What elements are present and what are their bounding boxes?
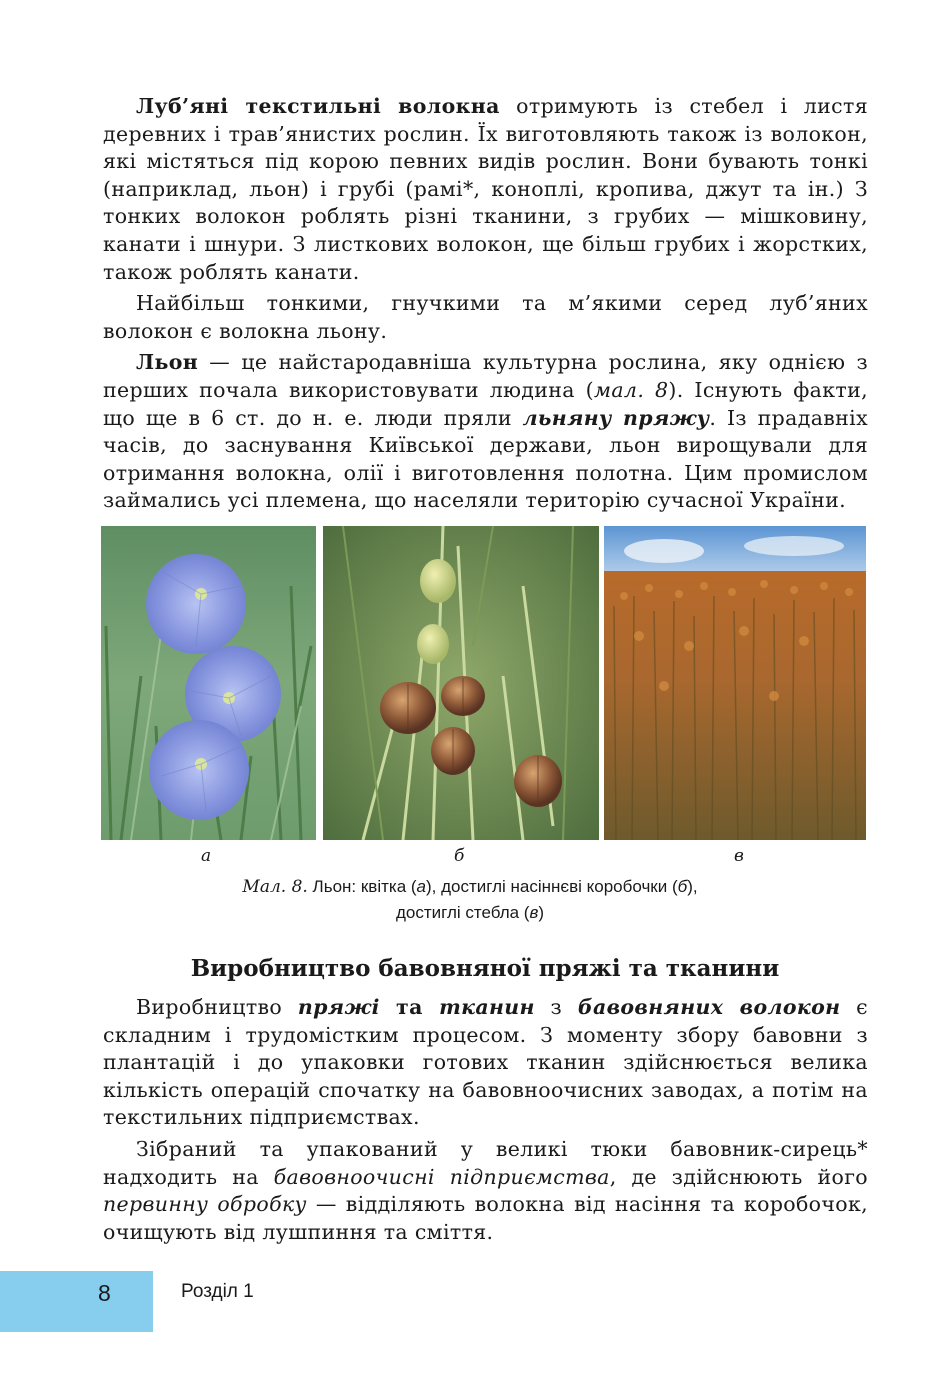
figure-label-b: б <box>454 846 465 866</box>
caption-line-1: Мал. 8. Льон: квітка (а), достиглі насіннєві коробочки (б), <box>242 877 698 897</box>
caption-line-2: достиглі стебла (в) <box>395 903 545 922</box>
figure-reference: мал. 8 <box>594 377 669 402</box>
paragraph-flax-fibres: Найбільш тонкими, гнучкими та м’якими серед луб’яних волокон є волокна льону. <box>103 291 868 343</box>
photo-flax-field <box>604 526 866 840</box>
text-block-flax <box>103 93 868 519</box>
paragraph-cotton-production: Виробництво пряжі та тканин з бавовняних волокон є складним і трудомістким процесом. З моменту збору бавовни з плантацій і до упаковки готових тканин здійснюється велика кількість операцій спочатку на бавовноочисних заводах, а потім на текстильних підприємствах. <box>103 995 868 1130</box>
section-label: Розділ 1 <box>181 1281 254 1302</box>
page-number: 8 <box>98 1280 111 1306</box>
term-flax: Льон <box>136 350 199 375</box>
figure-label-c: в <box>734 846 744 866</box>
caption-label: Мал. 8. <box>242 877 308 897</box>
section-heading: Виробництво бавовняної пряжі та тканини <box>190 955 780 982</box>
page-number-tab <box>0 1271 153 1332</box>
term-linen-yarn: льняну пряжу <box>522 405 710 430</box>
text-block-cotton <box>103 994 868 1250</box>
paragraph-flax: Льон — це найстародавніша культурна рослина, яку однією з перших почала використовувати людина (мал. 8). Існують факти, що ще в 6 ст. до н. е. люди пряли льняну пряжу. Із прадавніх часів, до заснування Київської держави, льон вирощували для отримання волокна, олії і виготовлення полотна. Цим промислом займались усі племена, що населяли територію сучасної України. <box>103 350 868 513</box>
photo-flax-seed-capsules <box>323 526 599 840</box>
figure-caption <box>150 874 790 926</box>
term-bast-fibres: Луб’яні текстильні волокна <box>136 94 500 118</box>
photo-flax-flower <box>101 526 316 840</box>
paragraph-raw-cotton: Зібраний та упакований у великі тюки бавовник-сирець* надходить на бавовноочисні підприємства, де здійснюють його первинну обробку — відділяють волокна від насіння та коробочок, очищують від лушпиння та сміття. <box>103 1136 868 1244</box>
paragraph-bast-fibres: Луб’яні текстильні волокна отримують із стебел і листя деревних і трав’янистих рослин. Їх виготовляють також із волокон, які містяться під корою певних видів рослин. Вони бувають тонкі (наприклад, льон) і грубі (рамі*, коноплі, кропива, джут та ін.) З тонких волокон роблять різні тканини, з грубих — мішковину, канати і шнури. З листкових волокон, ще більш грубих і жорстких, також роблять канати. <box>103 94 868 284</box>
figure-label-a: а <box>201 846 212 866</box>
